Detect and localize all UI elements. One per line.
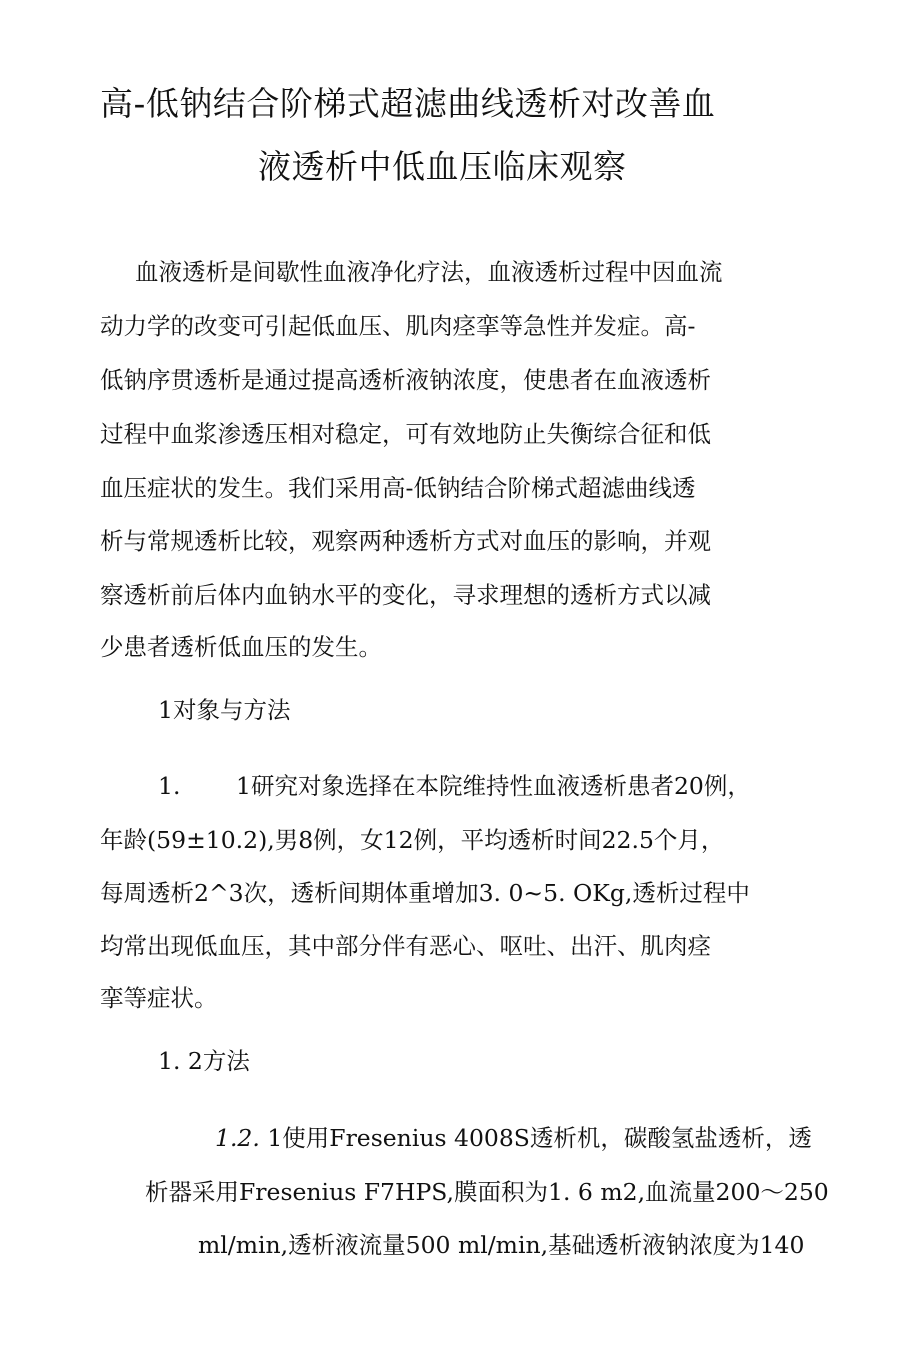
section-line: 挛等症状。 [100,984,218,1012]
intro-line: 察透析前后体内血钠水平的变化，寻求理想的透析方式以减 [100,581,711,609]
section-number: 1. [158,772,181,800]
section-line-text: 1使用Fresenius 4008S透析机，碳酸氢盐透析，透 [259,1124,812,1152]
section-1-1-first-line [158,770,751,802]
section-line-text: 1研究对象选择在本院维持性血液透析患者20例， [236,772,751,800]
intro-line: 过程中血浆渗透压相对稳定，可有效地防止失衡综合征和低 [100,420,711,448]
intro-line: 析与常规透析比较，观察两种透析方式对血压的影响，并观 [100,527,711,555]
section-line: 年龄(59±10.2),男8例，女12例，平均透析时间22.5个月， [100,826,725,854]
title-line-1: 高-低钠结合阶梯式超滤曲线透析对改善血 [100,84,716,123]
section-heading-1: 1对象与方法 [158,696,291,724]
title-line-2: 液透析中低血压临床观察 [258,147,627,186]
section-line: ml/min,透析液流量500 ml/min,基础透析液钠浓度为140 [198,1231,805,1259]
intro-line: 少患者透析低血压的发生。 [100,633,382,661]
section-heading-1-2: 1. 2方法 [158,1047,250,1075]
intro-line: 血液透析是间歇性血液净化疗法，血液透析过程中因血流 [135,258,723,286]
section-number: 1.2. [215,1124,260,1152]
section-line: 每周透析2^3次，透析间期体重增加3. 0~5. OKg,透析过程中 [100,879,750,907]
section-line: 析器采用Fresenius F7HPS,膜面积为1. 6 m2,血流量200～250 [145,1178,829,1206]
section-1-2-1-first-line [215,1122,812,1154]
intro-line: 血压症状的发生。我们采用高-低钠结合阶梯式超滤曲线透 [100,474,696,502]
section-line: 均常出现低血压，其中部分伴有恶心、呕吐、出汗、肌肉痉 [100,932,711,960]
intro-line: 动力学的改变可引起低血压、肌肉痉挛等急性并发症。高- [100,312,696,340]
intro-line: 低钠序贯透析是通过提高透析液钠浓度，使患者在血液透析 [100,366,711,394]
